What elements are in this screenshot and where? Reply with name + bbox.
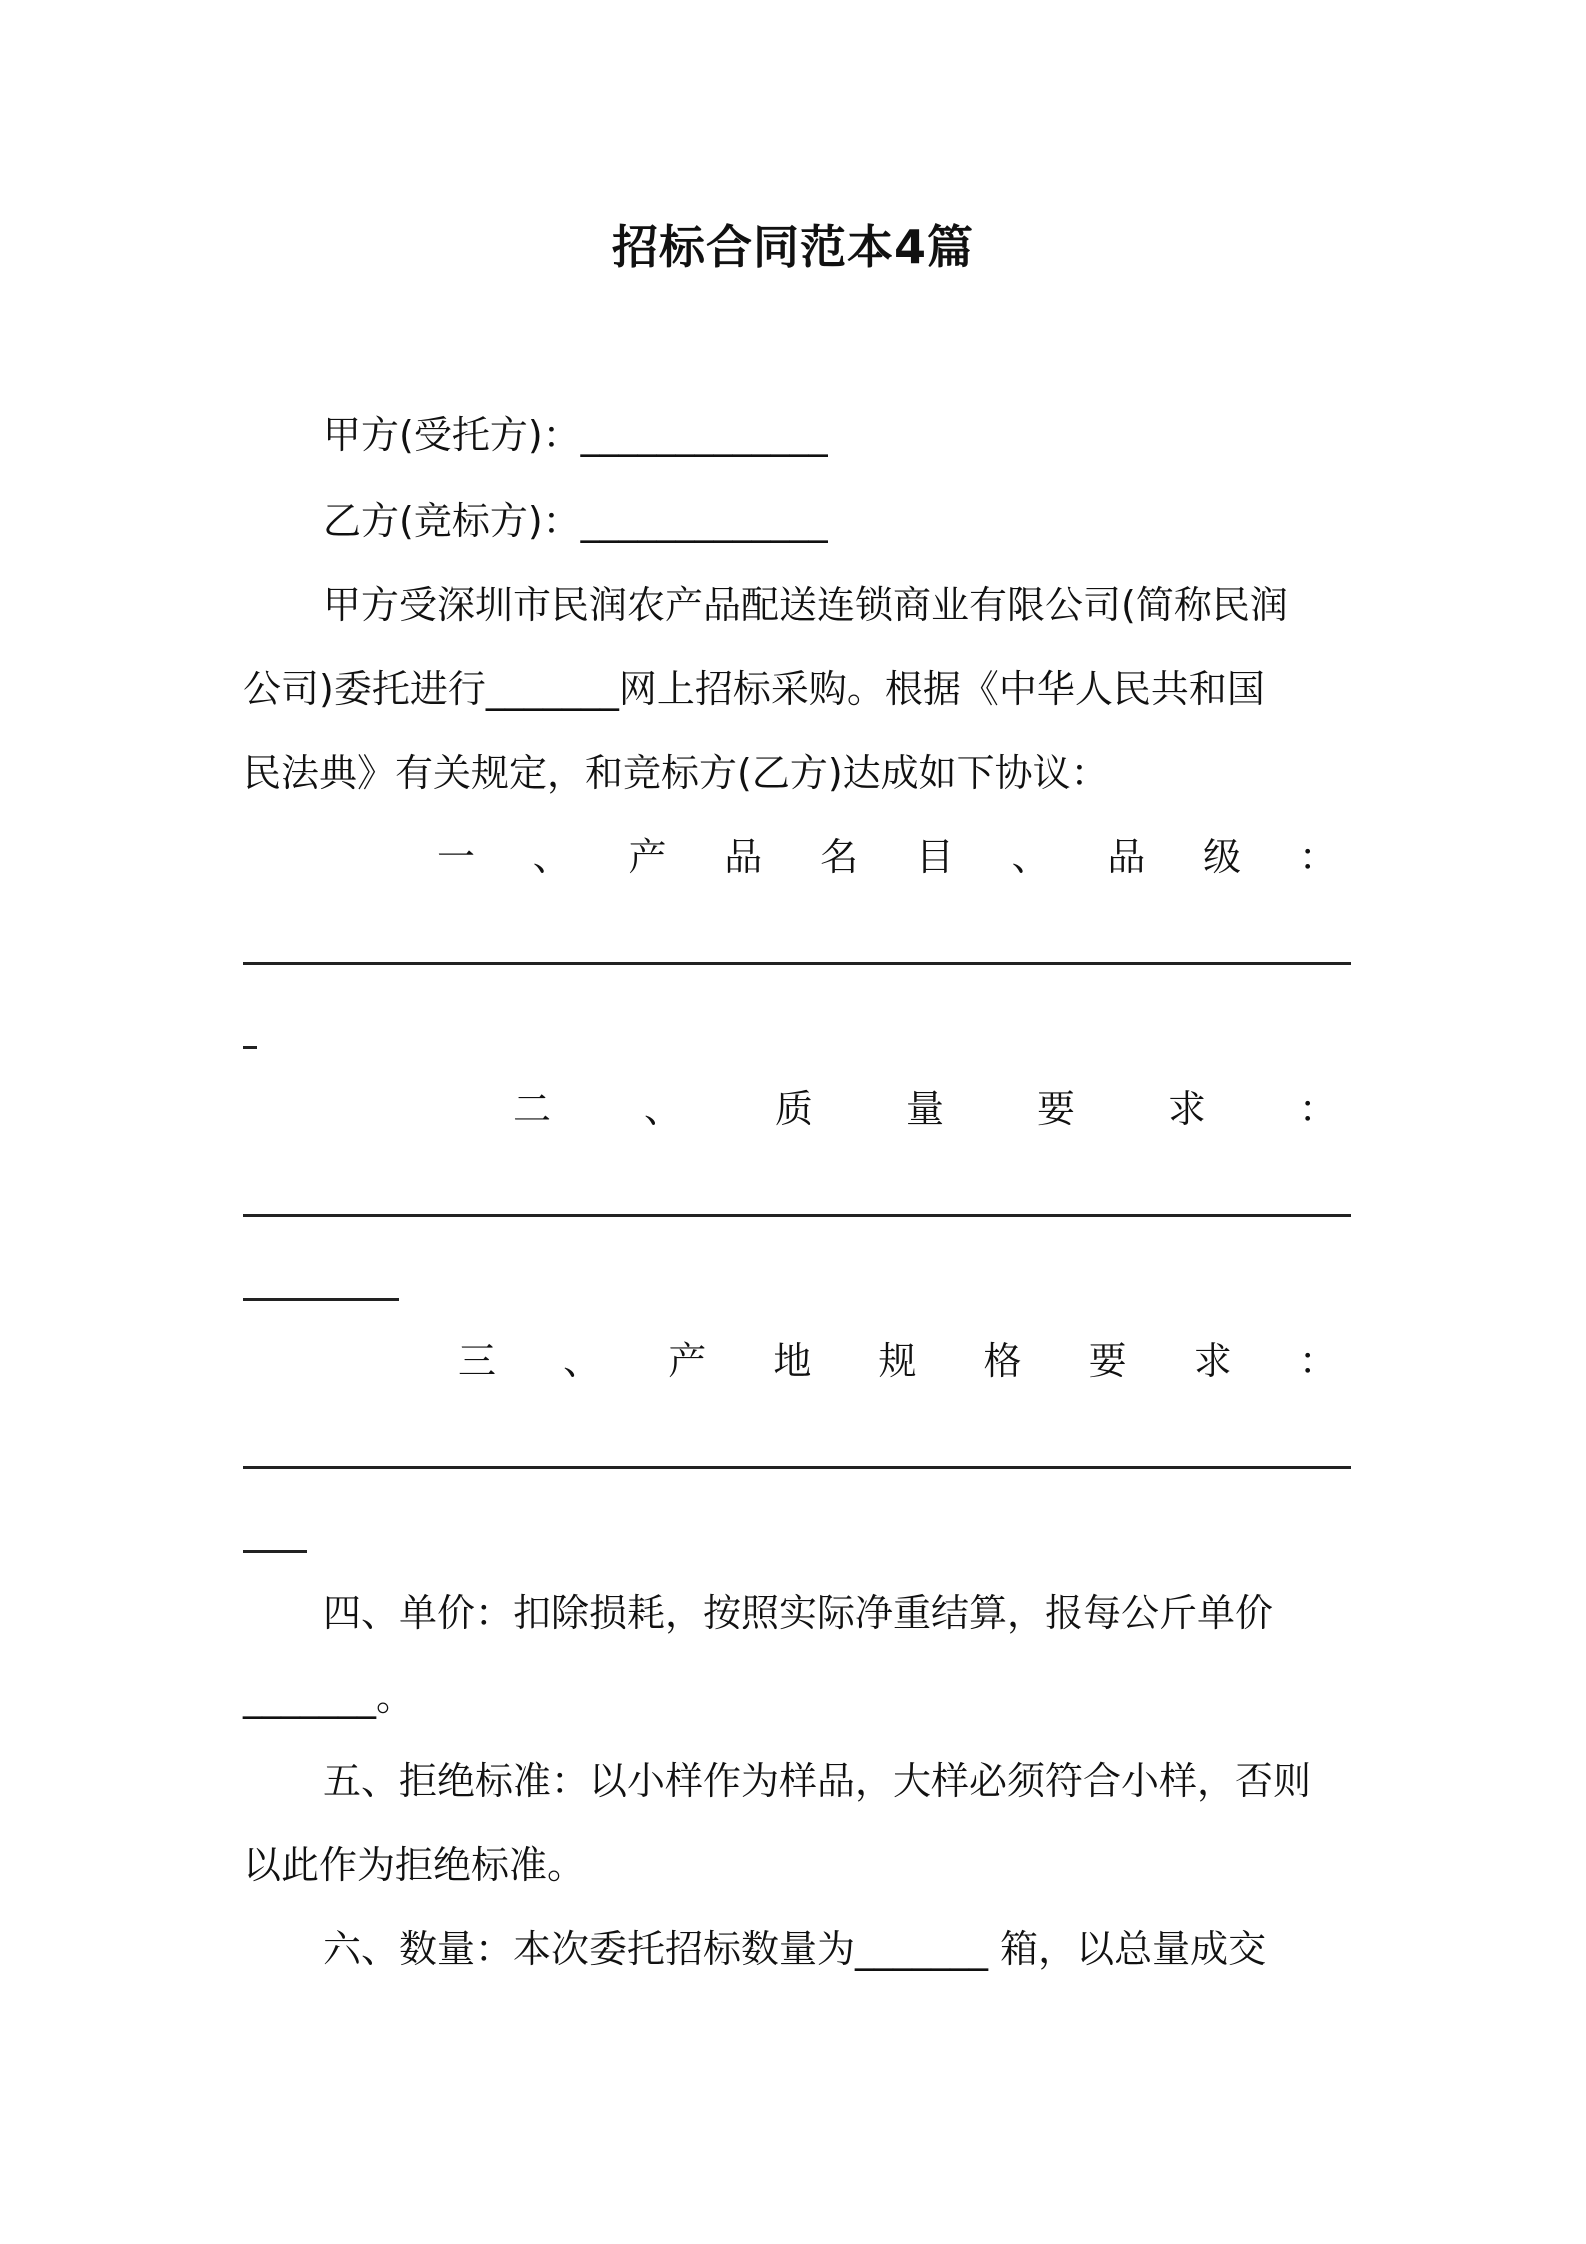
section-5-line-1: 五、拒绝标准：以小样作为样品，大样必须符合小样，否则 — [323, 1759, 1312, 1803]
section-1-char: 名 — [820, 835, 859, 879]
section-2-char: 质 — [774, 1087, 813, 1131]
section-3-char: 、 — [563, 1339, 602, 1383]
section-6-line-1: 六、数量：本次委托招标数量为_______ 箱，以总量成交 — [323, 1927, 1267, 1971]
section-1-char: 级 — [1203, 835, 1242, 879]
section-1-heading — [437, 830, 1337, 884]
document-title: 招标合同范本4篇 — [611, 220, 974, 274]
section-1-char: 品 — [1107, 835, 1146, 879]
section-3-char: 规 — [878, 1339, 917, 1383]
section-3-char: 要 — [1088, 1339, 1127, 1383]
section-2-heading — [513, 1082, 1337, 1136]
section-2-char: ： — [1298, 1087, 1337, 1131]
section-1-char: 一 — [437, 835, 476, 879]
section-3-blank-line — [243, 1466, 1351, 1469]
section-3-char: 格 — [983, 1339, 1022, 1383]
section-2-char: 量 — [905, 1087, 944, 1131]
section-2-char: 二 — [513, 1087, 552, 1131]
intro-line-2: 公司)委托进行_______网上招标采购。根据《中华人民共和国 — [243, 667, 1265, 711]
section-4-line-1: 四、单价：扣除损耗，按照实际净重结算，报每公斤单价 — [323, 1591, 1274, 1635]
section-2-char: 求 — [1167, 1087, 1206, 1131]
section-2-char: 、 — [643, 1087, 682, 1131]
section-3-char: 产 — [668, 1339, 707, 1383]
section-3-char: 地 — [773, 1339, 812, 1383]
intro-line-3: 民法典》有关规定，和竞标方(乙方)达成如下协议： — [243, 751, 1109, 795]
section-5-line-2: 以此作为拒绝标准。 — [243, 1843, 586, 1887]
section-1-char: 产 — [628, 835, 667, 879]
party-a-line: 甲方(受托方)：_____________ — [323, 413, 828, 457]
section-3-heading — [458, 1334, 1337, 1388]
section-1-blank-line — [243, 962, 1351, 965]
section-1-char: 、 — [532, 835, 571, 879]
party-b-line: 乙方(竞标方)：_____________ — [323, 499, 828, 543]
section-1-blank-stub — [243, 1046, 257, 1049]
section-1-char: 目 — [915, 835, 954, 879]
intro-line-1: 甲方受深圳市民润农产品配送连锁商业有限公司(简称民润 — [323, 583, 1288, 627]
section-2-blank-line — [243, 1214, 1351, 1217]
section-1-char: ： — [1298, 835, 1337, 879]
section-4-line-2: _______。 — [243, 1675, 415, 1719]
section-1-char: 、 — [1011, 835, 1050, 879]
section-3-char: ： — [1298, 1339, 1337, 1383]
section-1-char: 品 — [724, 835, 763, 879]
section-2-blank-stub — [243, 1298, 399, 1301]
section-3-blank-stub — [243, 1550, 307, 1553]
section-3-char: 三 — [458, 1339, 497, 1383]
section-3-char: 求 — [1193, 1339, 1232, 1383]
section-2-char: 要 — [1036, 1087, 1075, 1131]
